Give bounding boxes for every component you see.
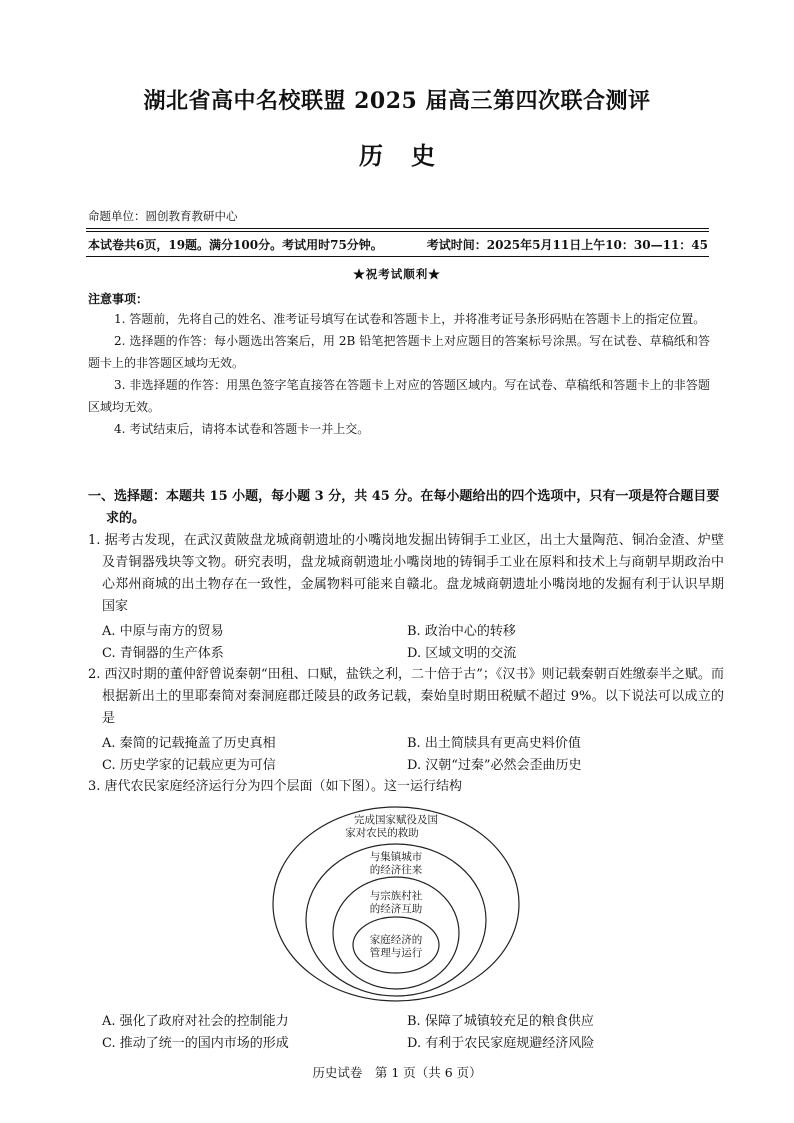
q1-option-a: A. 中原与南方的贸易 xyxy=(102,624,224,639)
ring-label-family: 管理与运行 xyxy=(369,947,423,959)
q3-option-d: D. 有利于农民家庭规避经济风险 xyxy=(407,1036,595,1051)
ring-label-family: 家庭经济的 xyxy=(369,934,423,946)
ring-label-national: 家对农民的救助 xyxy=(345,827,419,839)
notice-heading: 注意事项： xyxy=(88,292,149,306)
notice-item: 1. 答题前，先将自己的姓名、准考证号填写在试卷和答题卡上，并将准考证号条形码贴在答题卡上的指定位置。 xyxy=(114,312,706,326)
q1-option-c: C. 青铜器的生产体系 xyxy=(102,646,224,661)
ring-label-clan: 与宗族村社 xyxy=(369,890,423,902)
ring-label-town: 的经济往来 xyxy=(369,864,423,876)
ring-label-national: 完成国家赋役及国 xyxy=(354,814,438,826)
question-1 xyxy=(88,530,724,618)
question-3 xyxy=(88,776,724,798)
subject-title: 历史 xyxy=(359,141,463,170)
exam-info: 本试卷共6页，19题。满分100分。考试用时75分钟。 xyxy=(88,238,383,252)
q2-option-d: D. 汉朝“过秦”必然会歪曲历史 xyxy=(407,758,582,773)
q1-option-d: D. 区域文明的交流 xyxy=(407,646,517,661)
top-rule-2 xyxy=(86,231,709,232)
q3-option-c: C. 推动了统一的国内市场的形成 xyxy=(102,1036,289,1051)
section-heading: 一、选择题：本题共 15 小题，每小题 3 分，共 45 分。在每小题给出的四个选项中，只有一项是符合题目要求的。 xyxy=(88,489,720,526)
q2-option-a: A. 秦简的记载掩盖了历史真相 xyxy=(102,736,276,751)
question-stem: 1. 据考古发现，在武汉黄陂盘龙城商朝遗址的小嘴岗地发掘出铸铜手工业区，出土大量陶范、铜冶金渣、炉壁及青铜器残块等文物。研究表明，盘龙城商朝遗址小嘴岗地的铸铜手工业在原料和技术上与商朝早期政治中心郑州商城的出土物存在一致性，金属物料可能来自赣北。盘龙城商朝遗址小嘴岗地的发掘有利于认识早期国家 xyxy=(88,533,724,614)
notice-item: 2. 选择题的作答：每小题选出答案后，用 2B 铅笔把答题卡上对应题目的答案标号涂黑。写在试卷、草稿纸和答题卡上的非答题区域均无效。 xyxy=(88,334,710,370)
q2-option-c: C. 历史学家的记载应更为可信 xyxy=(102,758,276,773)
q3-option-b: B. 保障了城镇较充足的粮食供应 xyxy=(407,1014,594,1029)
top-rule-1 xyxy=(86,228,709,229)
question-stem: 3. 唐代农民家庭经济运行分为四个层面（如下图）。这一运行结构 xyxy=(88,779,463,794)
q3-option-a: A. 强化了政府对社会的控制能力 xyxy=(102,1014,289,1029)
good-luck-line: ★祝考试顺利★ xyxy=(353,267,441,281)
notice-list xyxy=(88,308,710,440)
family-economy-diagram xyxy=(270,803,524,1005)
exam-time: 考试时间：2025年5月11日上午10：30—11：45 xyxy=(426,238,708,252)
question-stem: 2. 西汉时期的董仲舒曾说秦朝“田租、口赋，盐铁之利，二十倍于古”；《汉书》则记载秦朝百姓缴泰半之赋。而根据新出土的里耶秦简对秦洞庭郡迁陵县的政务记载，秦始皇时期田税赋不超过 9%。以下说法可以成立的是 xyxy=(88,667,724,726)
q1-option-b: B. 政治中心的转移 xyxy=(407,624,516,639)
info-rule xyxy=(86,256,709,257)
question-2 xyxy=(88,664,724,730)
q2-option-b: B. 出土简牍具有更高史料价值 xyxy=(407,736,581,751)
notice-item: 3. 非选择题的作答：用黑色签字笔直接答在答题卡上对应的答题区域内。写在试卷、草稿纸和答题卡上的非答题区域均无效。 xyxy=(88,378,710,414)
exam-title: 湖北省高中名校联盟 2025 届高三第四次联合测评 xyxy=(143,88,651,114)
page-footer: 历史试卷 第 1 页（共 6 页） xyxy=(312,1065,482,1080)
ring-label-town: 与集镇城市 xyxy=(369,851,423,863)
ring-label-clan: 的经济互助 xyxy=(369,903,423,915)
notice-item: 4. 考试结束后，请将本试卷和答题卡一并上交。 xyxy=(114,422,370,436)
author-line: 命题单位：圆创教育教研中心 xyxy=(88,209,238,223)
